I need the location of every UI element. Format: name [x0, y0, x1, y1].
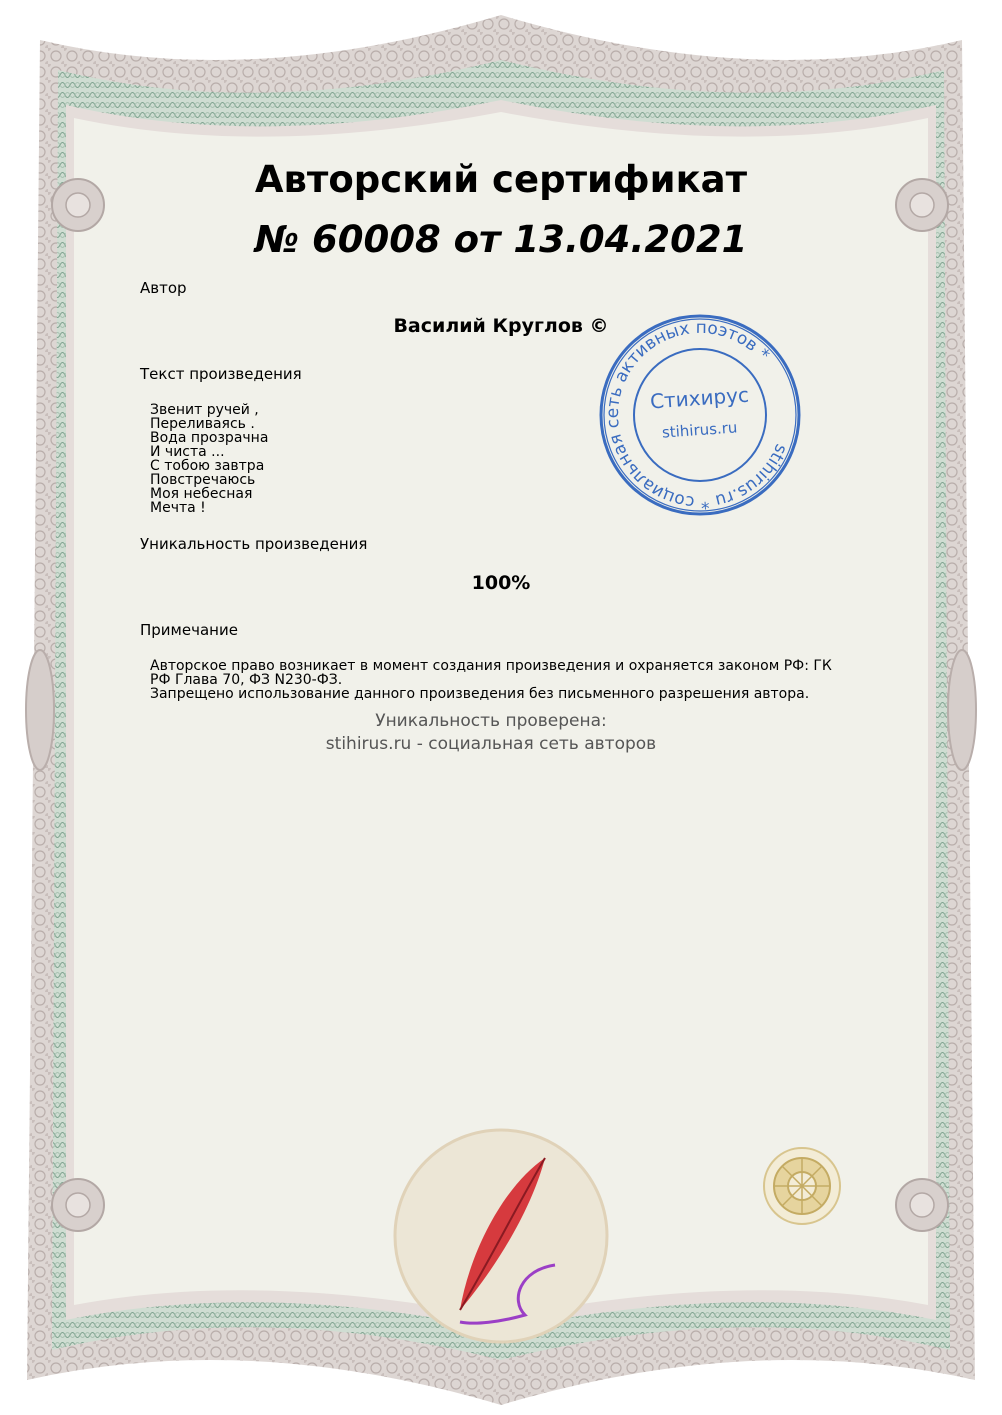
note-text [150, 659, 850, 701]
certificate-title: Авторский сертификат [254, 158, 748, 201]
stamp-site: stihirus.ru [661, 418, 738, 442]
author-name: Василий Круглов © [393, 315, 609, 337]
poem-line: Повстречаюсь [150, 472, 256, 488]
note-line: Запрещено использование данного произведения без письменного разрешения автора. [150, 686, 810, 702]
poem-line: Моя небесная [150, 486, 253, 502]
verified-line-1: Уникальность проверена: [375, 711, 607, 731]
author-label: Автор [140, 279, 187, 297]
stamp-ring-text: stihirus.ru * социальная сеть активных поэтов * [602, 317, 792, 513]
stamp-name: Стихирус [649, 382, 750, 414]
poem-text [150, 403, 268, 515]
poem-line: Звенит ручей , [150, 402, 259, 418]
poem-line: Мечта ! [150, 500, 206, 516]
poem-line: Переливаясь . [150, 416, 255, 432]
uniqueness-label: Уникальность произведения [140, 535, 368, 553]
note-line: Авторское право возникает в момент создания произведения и охраняется законом РФ: ГК [150, 658, 832, 674]
poem-line: С тобою завтра [150, 458, 265, 474]
certificate-number: № 60008 от 13.04.2021 [254, 218, 748, 261]
poem-line: Вода прозрачна [150, 430, 269, 446]
stamp-icon [598, 313, 802, 517]
verified-line-2: stihirus.ru - социальная сеть авторов [325, 734, 657, 754]
note-label: Примечание [140, 621, 238, 639]
note-line: РФ Глава 70, ФЗ N230-ФЗ. [150, 672, 343, 688]
svg-text:stihirus.ru * социальная сеть [598, 313, 802, 517]
uniqueness-value: 100% [471, 572, 531, 594]
work-label: Текст произведения [140, 365, 302, 383]
poem-line: И чиста ... [150, 444, 225, 460]
